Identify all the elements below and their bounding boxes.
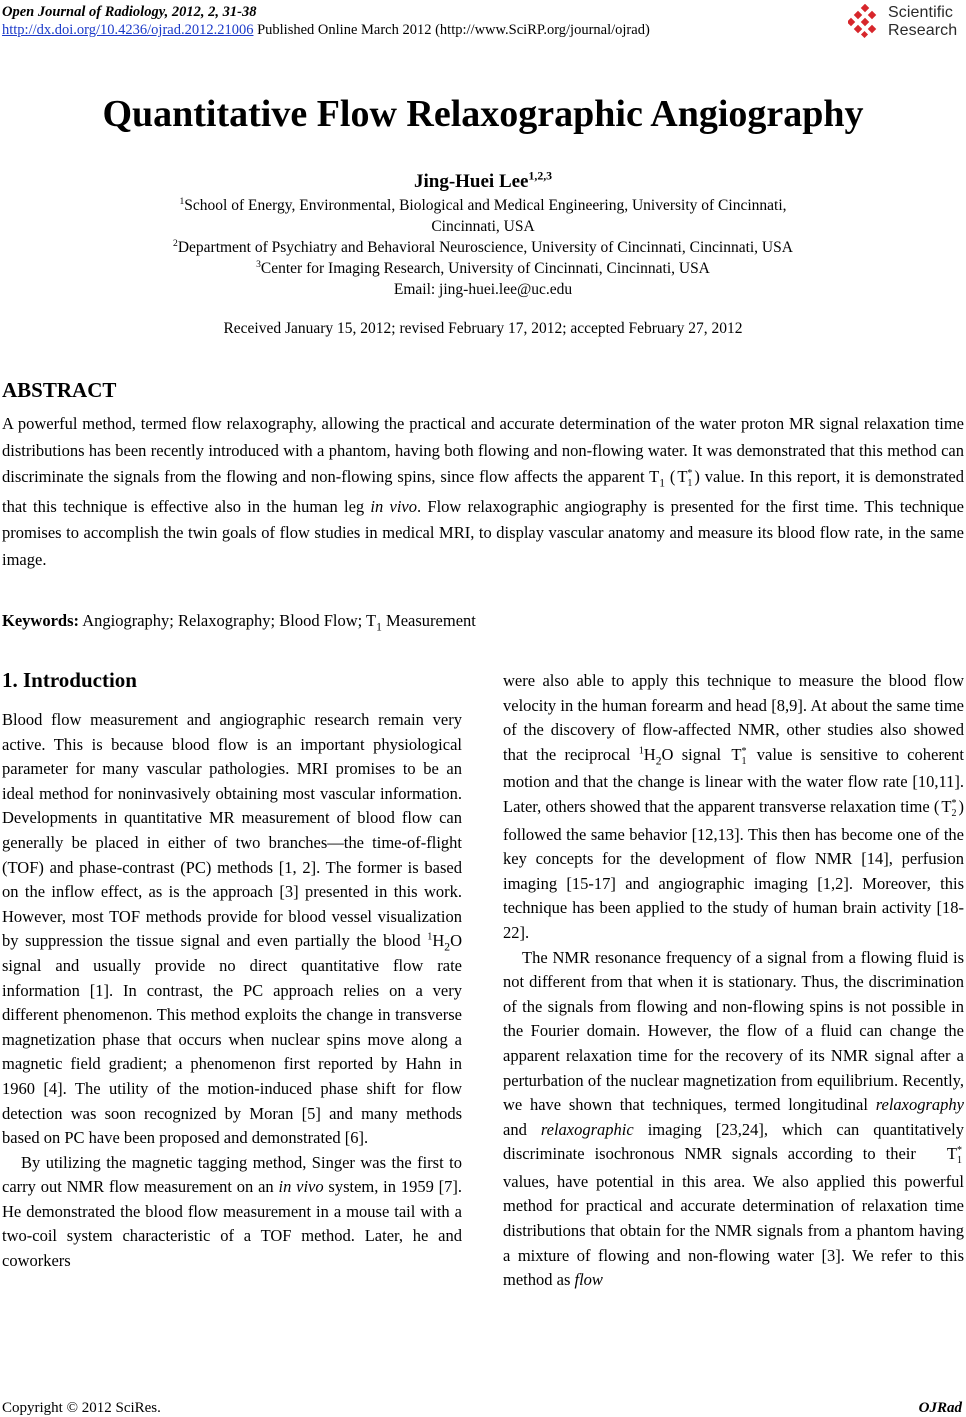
- star-sup: *: [957, 1145, 962, 1157]
- star-sup: *: [687, 468, 693, 480]
- intro-p1-h: H: [432, 931, 445, 951]
- author-name: [0, 170, 966, 194]
- intro-p4-relaxography: relaxography: [875, 1095, 964, 1115]
- keywords-tail: Measurement: [381, 611, 476, 630]
- t2-star-symbol: [941, 795, 956, 823]
- intro-p2-text-a: By utilizing the magnetic tagging method, Singer was the first to carry out NMR flow measurement on an: [2, 1152, 462, 1197]
- keywords-line: [2, 609, 476, 633]
- intro-p4-text-c: imaging [23,24], which can quantitatively discriminate isochronous NMR signals according to their: [503, 1119, 965, 1164]
- affiliation-2-text: Department of Psychiatry and Behavioral Neuroscience, University of Cincinnati, Cincinnati, USA: [177, 239, 793, 256]
- intro-p2-text-b: system, in 1959 [7]. He demonstrated the blood flow measurement in a mouse tail with a two-coil system characteristic of a TOF method. Later, he and coworkers: [2, 1177, 462, 1271]
- t-letter: T: [677, 467, 688, 487]
- intro-p1-sub: 2: [444, 941, 451, 954]
- right-column: [503, 669, 964, 1293]
- affiliation-1: [0, 195, 966, 216]
- scientific-research-logo-icon: [848, 4, 882, 38]
- intro-p3-sup: 1: [638, 745, 644, 757]
- keywords-sub: 1: [376, 621, 382, 634]
- intro-p1-sup: 1: [427, 931, 433, 943]
- intro-p4-flow: flow: [574, 1270, 603, 1290]
- journal-abbreviation-footer: OJRad: [918, 1400, 962, 1416]
- received-dates: Received January 15, 2012; revised February 17, 2012; accepted February 27, 2012: [223, 320, 743, 337]
- intro-p3-text-a: were also able to apply this technique to measure the blood flow velocity in the human forearm and head [8,9]. At about the same time of the discovery of flow-affected NMR, other studies also showed that the reciprocal: [503, 671, 964, 764]
- abstract-text-b: (: [664, 467, 676, 487]
- keywords-text: Angiography; Relaxography; Blood Flow; T: [79, 611, 377, 630]
- published-online: Published Online March 2012 (http://www.SciRP.org/journal/ojrad): [253, 22, 650, 38]
- affiliation-1-cont: [0, 216, 966, 237]
- two-sub: 2: [951, 807, 957, 819]
- journal-citation-line: [2, 3, 650, 21]
- author-email: [0, 279, 966, 300]
- star-sup: *: [741, 745, 747, 757]
- one-sub: 1: [687, 478, 693, 490]
- intro-p3-text-c: O signal: [661, 744, 730, 764]
- abstract-t1-sub: 1: [659, 477, 665, 490]
- intro-p4-text-a: The NMR resonance frequency of a signal from a flowing fluid is not different from that when it is stationary. Thus, the discrimination of the signals from flowing and non-flowing spins is not possible in the Fourier domain. However, the flow of a fluid can change the apparent relaxation time for the recovery of its NMR signal after a perturbation of the nuclear magnetization from equilibrium. Recently, we have shown that techniques, termed longitudinal: [503, 947, 964, 1115]
- logo-text-scientific: Scientific: [888, 4, 954, 21]
- t1-star-symbol: [677, 464, 692, 494]
- intro-p4-text-d: values, have potential in this area. We also applied this powerful method for practical and accurate determination of relaxation time distributions that obtain for the NMR signals from a phantom having a mixture of flowing and non-flowing water [3]. We refer to this method as: [503, 1171, 964, 1290]
- abstract-text-d: . Flow relaxographic angiography is presented for the first time. This technique promises to accomplish the twin goals of flow studies in medical MRI, to display vascular anatomy and measure its blood flow rate, in the same image.: [2, 496, 964, 569]
- copyright-footer: Copyright © 2012 SciRes.: [2, 1400, 161, 1416]
- intro-p3-sub: 2: [655, 755, 662, 768]
- intro-p4-and: and: [503, 1119, 541, 1139]
- intro-p1-text-a: Blood flow measurement and angiographic research remain very active. This is because blood flow is an important physiological parameter for many vascular pathologies. MRI promises to be an ideal method for noninvasively obtaining most vascular information. Developments in quantitative MR measurement of blood flow can generally be placed in either of two branches—the time-of-flight (TOF) and phase-contrast (PC) methods [1, 2]. The former is based on the inflow effect, as is the approach [3] presented in this work. However, most TOF methods provide for blood vessel visualization by suppression the tissue signal and even partially the blood: [2, 710, 462, 951]
- author-affiliation-sup: 1,2,3: [528, 169, 553, 183]
- author-email-text[interactable]: Email: jing-huei.lee@uc.edu: [393, 281, 573, 298]
- intro-paragraph-4: [503, 946, 964, 1293]
- intro-paragraph-3: [503, 669, 964, 946]
- t-letter: T: [946, 1144, 957, 1164]
- intro-p1-text-c: O signal and usually provide no direct quantitative flow rate information [1]. In contrast, the PC approach relies on a very different phenomenon. This method exploits the change in transverse magnetization phase that occurs when nuclear spins move along a magnetic field gradient; a phenomenon first reported by Hahn in 1960 [4]. The utility of the motion-induced phase shift for flow detection was soon recognized by Moran [5] and many methods based on PC have been proposed and demonstrated [6].: [2, 931, 462, 1148]
- intro-p4-relaxographic: relaxographic: [540, 1119, 634, 1139]
- affiliation-2-sup: 2: [173, 237, 178, 249]
- affiliation-3-text: Center for Imaging Research, University of Cincinnati, Cincinnati, USA: [260, 260, 710, 277]
- journal-name: Open Journal of Radiology: [2, 4, 165, 20]
- affiliation-1-text: School of Energy, Environmental, Biological and Medical Engineering, University of Cincinnati,: [184, 197, 787, 214]
- journal-header: [2, 3, 650, 39]
- intro-p2-in-vivo: in vivo: [278, 1177, 324, 1197]
- t-letter: T: [941, 796, 952, 816]
- abstract-in-vivo: in vivo: [370, 496, 418, 516]
- one-sub: 1: [957, 1155, 962, 1167]
- abstract-body: [2, 411, 964, 574]
- section-heading-introduction: 1. Introduction: [2, 668, 137, 692]
- intro-paragraph-2: [2, 1151, 462, 1274]
- left-column: [2, 708, 462, 1274]
- publisher-logo: [848, 2, 966, 42]
- affiliation-3: [0, 258, 966, 279]
- affiliation-1-sup: 1: [179, 195, 185, 207]
- t-letter: T: [731, 744, 742, 764]
- logo-text-research: Research: [888, 22, 958, 39]
- author-name-text: Jing-Huei Lee: [413, 171, 529, 192]
- keywords-label: Keywords:: [2, 611, 79, 630]
- star-sup: *: [951, 797, 957, 809]
- abstract-text-a: A powerful method, termed flow relaxography, allowing the practical and accurate determination of the water proton MR signal relaxation time distributions has been recently introduced with a phantom, having both flowing and non-flowing water. It was demonstrated that this method can discriminate the signals from the flowing and non-flowing spins, since flow affects the apparent T: [2, 414, 964, 487]
- journal-volume: , 2012, 2, 31-38: [164, 4, 257, 20]
- abstract-text-c: ) value. In this report, it is demonstrated that this technique is effective also in the human leg: [2, 467, 964, 516]
- intro-p3-text-d: value is sensitive to coherent motion and that the change is linear with the water flow rate [10,11]. Later, others showed that the apparent transverse relaxation time (: [503, 744, 964, 816]
- intro-p3-text-e: ) followed the same behavior [12,13]. This then has become one of the key concepts for the development of flow NMR [14], perfusion imaging [15-17] and angiographic imaging [1,2]. Moreover, this technique has been applied to the study of human brain activity [18-22].: [503, 796, 964, 942]
- affiliation-1-cont-text: Cincinnati, USA: [431, 218, 535, 235]
- t1-star-symbol: [731, 743, 746, 771]
- t1-star-symbol: [928, 1142, 962, 1170]
- one-sub: 1: [741, 755, 747, 767]
- affiliation-2: [0, 237, 966, 258]
- intro-paragraph-1: [2, 708, 462, 1151]
- abstract-heading: ABSTRACT: [2, 378, 117, 402]
- affiliation-3-sup: 3: [256, 258, 261, 270]
- paper-title: Quantitative Flow Relaxographic Angiography: [102, 93, 864, 135]
- doi-link[interactable]: http://dx.doi.org/10.4236/ojrad.2012.21006: [2, 22, 254, 38]
- intro-p3-h: H: [643, 744, 656, 764]
- journal-doi-line: [2, 21, 650, 39]
